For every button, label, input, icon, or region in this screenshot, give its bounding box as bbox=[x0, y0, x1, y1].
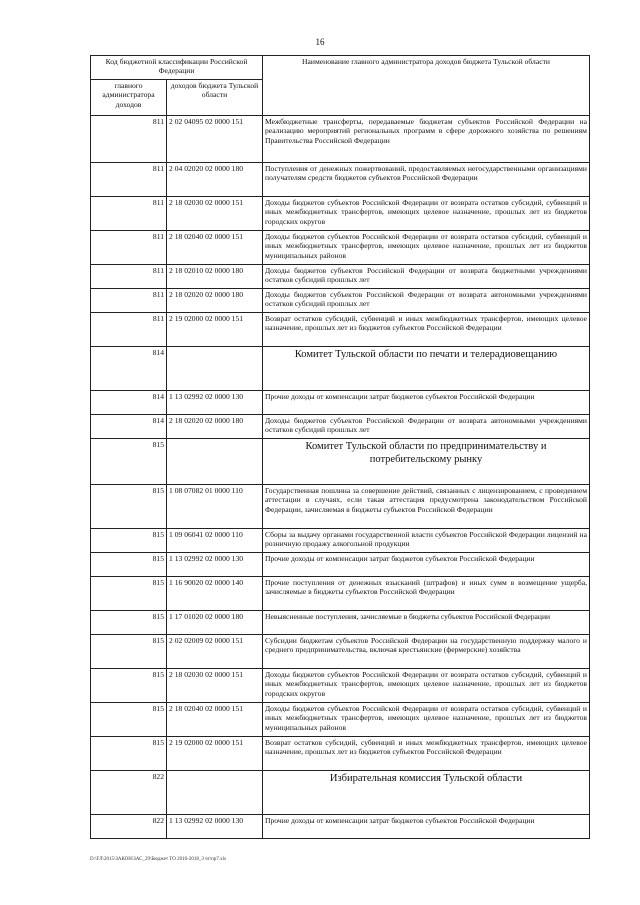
revenue-name-cell: Доходы бюджетов субъектов Российской Федерации от возврата остатков субсидий, субвенций и иных межбюджетных трансфертов, имеющих целевое назначение, прошлых лет из бюджетов муниципальных районов bbox=[263, 703, 590, 737]
table-row bbox=[91, 163, 590, 197]
admin-code-cell: 811 bbox=[91, 313, 167, 347]
table-row bbox=[91, 529, 590, 553]
revenue-code-cell: 1 08 07082 01 0000 110 bbox=[167, 485, 263, 529]
admin-code-cell: 811 bbox=[91, 289, 167, 313]
revenue-administrators-table bbox=[90, 55, 590, 839]
revenue-name-cell: Прочие доходы от компенсации затрат бюджетов субъектов Российской Федерации bbox=[263, 391, 590, 415]
revenue-name-cell: Доходы бюджетов субъектов Российской Федерации от возврата остатков субсидий, субвенций и иных межбюджетных трансфертов, имеющих целевое назначение, прошлых лет из бюджетов городских округов bbox=[263, 197, 590, 231]
revenue-code-cell: 1 16 90020 02 0000 140 bbox=[167, 577, 263, 611]
admin-code-cell: 811 bbox=[91, 163, 167, 197]
section-title: Комитет Тульской области по предпринимательству и потребительскому рынку bbox=[263, 439, 590, 485]
revenue-name-cell: Доходы бюджетов субъектов Российской Федерации от возврата остатков субсидий, субвенций и иных межбюджетных трансфертов, имеющих целевое назначение, прошлых лет из бюджетов городских округов bbox=[263, 669, 590, 703]
table-row bbox=[91, 577, 590, 611]
revenue-code-cell bbox=[167, 439, 263, 485]
admin-code-cell: 811 bbox=[91, 116, 167, 163]
revenue-code-cell: 2 19 02000 02 0000 151 bbox=[167, 313, 263, 347]
revenue-code-cell: 2 02 02009 02 0000 151 bbox=[167, 635, 263, 669]
admin-code-cell: 815 bbox=[91, 669, 167, 703]
revenue-name-cell: Прочие поступления от денежных взысканий (штрафов) и иных сумм в возмещение ущерба, зачисляемые в бюджеты субъектов Российской Федерации bbox=[263, 577, 590, 611]
admin-code-cell: 815 bbox=[91, 611, 167, 635]
admin-code-cell: 814 bbox=[91, 415, 167, 439]
table-row bbox=[91, 197, 590, 231]
revenue-name-cell: Возврат остатков субсидий, субвенций и иных межбюджетных трансфертов, имеющих целевое назначение, прошлых лет из бюджетов субъектов Российской Федерации bbox=[263, 737, 590, 771]
revenue-name-cell: Доходы бюджетов субъектов Российской Федерации от возврата автономными учреждениями остатков субсидий прошлых лет bbox=[263, 415, 590, 439]
revenue-name-cell: Прочие доходы от компенсации затрат бюджетов субъектов Российской Федерации bbox=[263, 553, 590, 577]
admin-code-cell: 815 bbox=[91, 485, 167, 529]
revenue-name-cell: Сборы за выдачу органами государственной власти субъектов Российской Федерации лицензий на розничную продажу алкогольной продукции bbox=[263, 529, 590, 553]
header-name-column: Наименование главного администратора доходов бюджета Тульской области bbox=[263, 56, 590, 116]
table-row bbox=[91, 116, 590, 163]
table-row bbox=[91, 231, 590, 265]
revenue-code-cell: 1 13 02992 02 0000 130 bbox=[167, 815, 263, 839]
revenue-name-cell: Невыясненные поступления, зачисляемые в бюджеты субъектов Российской Федерации bbox=[263, 611, 590, 635]
revenue-name-cell: Межбюджетные трансферты, передаваемые бюджетам субъектов Российской Федерации на реализацию мероприятий региональных программ в сфере дорожного хозяйства по решениям Правительства Российской Федерации bbox=[263, 116, 590, 163]
admin-code-cell: 814 bbox=[91, 347, 167, 391]
section-row bbox=[91, 439, 590, 485]
revenue-code-cell: 1 17 01020 02 0000 180 bbox=[167, 611, 263, 635]
section-title: Избирательная комиссия Тульской области bbox=[263, 771, 590, 815]
table-row bbox=[91, 669, 590, 703]
revenue-name-cell: Поступления от денежных пожертвований, предоставляемых негосударственными организациями получателям средств бюджетов субъектов Российской Федерации bbox=[263, 163, 590, 197]
revenue-code-cell bbox=[167, 771, 263, 815]
revenue-name-cell: Прочие доходы от компенсации затрат бюджетов субъектов Российской Федерации bbox=[263, 815, 590, 839]
table-row bbox=[91, 265, 590, 289]
section-title: Комитет Тульской области по печати и телерадиовещанию bbox=[263, 347, 590, 391]
admin-code-cell: 811 bbox=[91, 197, 167, 231]
admin-code-cell: 815 bbox=[91, 703, 167, 737]
table-header-row bbox=[91, 56, 590, 80]
revenue-code-cell: 2 18 02040 02 0000 151 bbox=[167, 703, 263, 737]
revenue-name-cell: Доходы бюджетов субъектов Российской Федерации от возврата автономными учреждениями остатков субсидий прошлых лет bbox=[263, 289, 590, 313]
table-row bbox=[91, 415, 590, 439]
revenue-code-cell: 2 18 02040 02 0000 151 bbox=[167, 231, 263, 265]
revenue-code-cell: 2 19 02000 02 0000 151 bbox=[167, 737, 263, 771]
admin-code-cell: 815 bbox=[91, 737, 167, 771]
table-row bbox=[91, 815, 590, 839]
section-row bbox=[91, 347, 590, 391]
revenue-code-cell: 1 13 02992 02 0000 130 bbox=[167, 553, 263, 577]
revenue-code-cell: 1 09 06041 02 0000 110 bbox=[167, 529, 263, 553]
admin-code-cell: 811 bbox=[91, 265, 167, 289]
table-row bbox=[91, 737, 590, 771]
revenue-code-cell: 1 13 02992 02 0000 130 bbox=[167, 391, 263, 415]
admin-code-cell: 815 bbox=[91, 529, 167, 553]
revenue-code-cell: 2 04 02020 02 0000 180 bbox=[167, 163, 263, 197]
revenue-code-cell: 2 18 02020 02 0000 180 bbox=[167, 415, 263, 439]
table-row bbox=[91, 485, 590, 529]
revenue-code-cell: 2 18 02030 02 0000 151 bbox=[167, 197, 263, 231]
revenue-code-cell: 2 02 04095 02 0000 151 bbox=[167, 116, 263, 163]
revenue-name-cell: Государственная пошлина за совершение действий, связанных с лицензированием, с проведением аттестации в случаях, если такая аттестация предусмотрена законодательством Российской Федерации, зачисляемая в бюджеты субъектов Российской Федерации bbox=[263, 485, 590, 529]
admin-code-cell: 815 bbox=[91, 553, 167, 577]
table-row bbox=[91, 391, 590, 415]
admin-code-cell: 815 bbox=[91, 439, 167, 485]
admin-code-cell: 815 bbox=[91, 635, 167, 669]
table-row bbox=[91, 703, 590, 737]
table-row bbox=[91, 611, 590, 635]
header-admin-column: главного администратора доходов bbox=[91, 80, 167, 116]
revenue-name-cell: Субсидии бюджетам субъектов Российской Федерации на государственную поддержку малого и среднего предпринимательства, включая крестьянские (фермерские) хозяйства bbox=[263, 635, 590, 669]
header-code-group: Код бюджетной классификации Российской Федерации bbox=[91, 56, 263, 80]
revenue-name-cell: Доходы бюджетов субъектов Российской Федерации от возврата бюджетными учреждениями остатков субсидий прошлых лет bbox=[263, 265, 590, 289]
revenue-code-cell: 2 18 02010 02 0000 180 bbox=[167, 265, 263, 289]
admin-code-cell: 822 bbox=[91, 771, 167, 815]
header-revenue-column: доходов бюджета Тульской области bbox=[167, 80, 263, 116]
admin-code-cell: 815 bbox=[91, 577, 167, 611]
page-number: 16 bbox=[315, 37, 325, 47]
admin-code-cell: 822 bbox=[91, 815, 167, 839]
file-path-footer: D:\FЛ\2015\ЗАКОН\ЗАС_29\Бюджет ТО 2016-2018_3 чт\пр7.xls bbox=[90, 857, 226, 862]
revenue-name-cell: Доходы бюджетов субъектов Российской Федерации от возврата остатков субсидий, субвенций и иных межбюджетных трансфертов, имеющих целевое назначение, прошлых лет из бюджетов муниципальных районов bbox=[263, 231, 590, 265]
section-row bbox=[91, 771, 590, 815]
revenue-name-cell: Возврат остатков субсидий, субвенций и иных межбюджетных трансфертов, имеющих целевое назначение, прошлых лет из бюджетов субъектов Российской Федерации bbox=[263, 313, 590, 347]
admin-code-cell: 814 bbox=[91, 391, 167, 415]
table-row bbox=[91, 635, 590, 669]
table-row bbox=[91, 289, 590, 313]
admin-code-cell: 811 bbox=[91, 231, 167, 265]
revenue-code-cell: 2 18 02020 02 0000 180 bbox=[167, 289, 263, 313]
revenue-code-cell: 2 18 02030 02 0000 151 bbox=[167, 669, 263, 703]
revenue-code-cell bbox=[167, 347, 263, 391]
table-row bbox=[91, 313, 590, 347]
table-row bbox=[91, 553, 590, 577]
